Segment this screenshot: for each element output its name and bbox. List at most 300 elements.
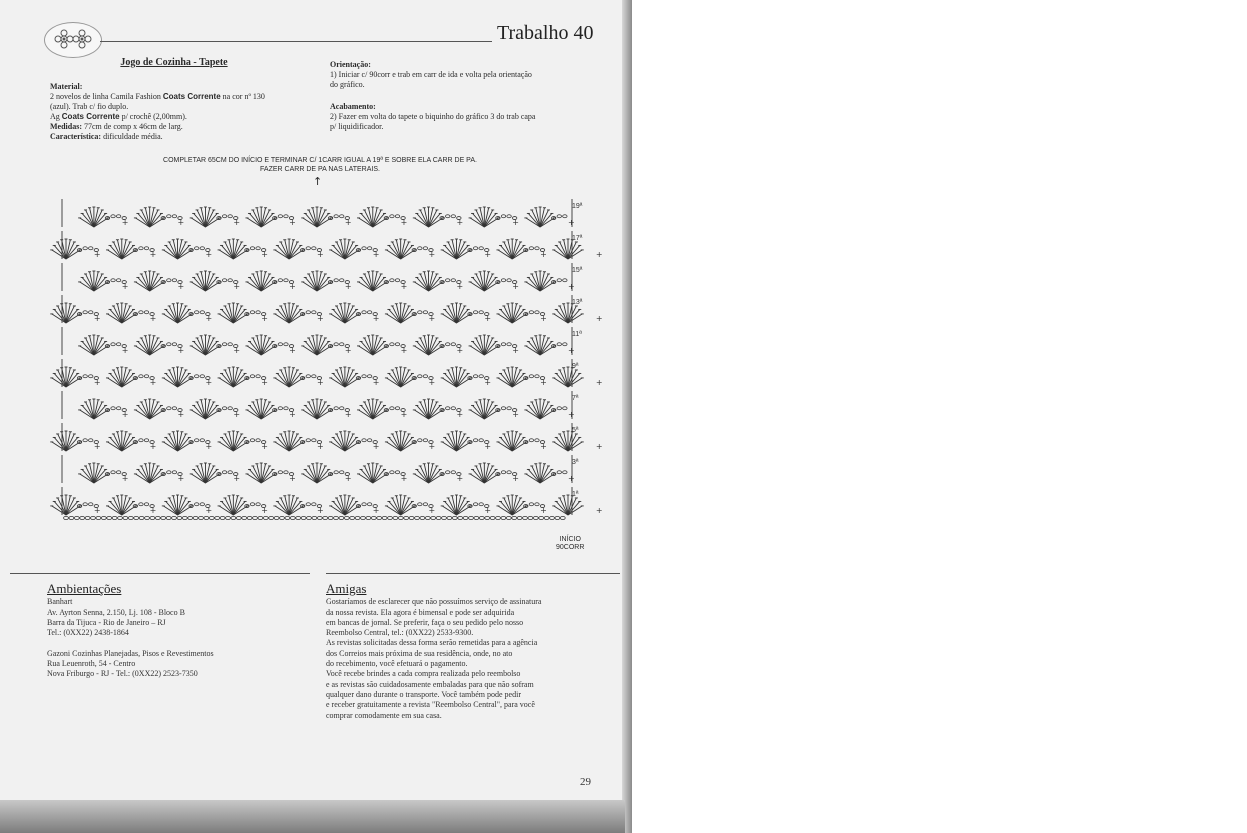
fan-motif (357, 335, 407, 355)
chain-stitch (74, 516, 79, 519)
chain-stitch (395, 343, 399, 346)
chain-stitch (479, 516, 484, 519)
chain-stitch (89, 439, 93, 442)
caracteristica-line: Característica: dificuldade média. (50, 132, 163, 141)
chain-stitch (167, 407, 171, 410)
amigas-line: As revistas solicitadas dessa forma serão remetidas para a agência (326, 638, 538, 648)
row-label: 1ª (572, 491, 579, 498)
chain-stitch (250, 439, 254, 442)
fan-motif (301, 335, 351, 355)
chain-stitch (145, 516, 150, 519)
row-label: 19ª (572, 203, 583, 210)
chain-stitch (446, 407, 450, 410)
single-crochet-symbol: + (177, 474, 185, 483)
chart-note-1: COMPLETAR 65CM DO INÍCIO E TERMINAR C/ 1CARR IGUAL A 19ª E SOBRE ELA CARR DE PA. (163, 157, 477, 164)
single-crochet-symbol: + (484, 250, 492, 259)
amigas-line: dos Correios mais próxima de sua residência, onde, no ato (326, 648, 513, 658)
fan-motif (50, 495, 100, 515)
fan-motif (524, 463, 574, 483)
medidas-line: Medidas: 77cm de comp x 46cm de larg. (50, 122, 183, 131)
fan-motif (413, 207, 463, 227)
chain-stitch (107, 516, 112, 519)
fan-motif (301, 399, 351, 419)
chain-stitch (512, 516, 517, 519)
chain-stitch (415, 516, 420, 519)
chain-stitch (362, 503, 366, 506)
chain-stitch (366, 516, 371, 519)
chain-stitch (507, 471, 511, 474)
brand-name: Coats Corrente (162, 92, 221, 101)
chain-stitch (339, 516, 344, 519)
chain-stitch (193, 516, 198, 519)
chain-stitch (256, 311, 260, 314)
fan-motif (218, 303, 268, 323)
chain-stitch (409, 516, 414, 519)
start-label: INÍCIO 90CORR (556, 536, 585, 551)
chain-stitch (473, 247, 477, 250)
amigas-line: Reembolso Central, tel.: (0XX22) 2533-9300. (326, 628, 474, 638)
fan-motif (552, 303, 602, 323)
row-label: 17ª (572, 235, 583, 242)
fan-motif (357, 463, 407, 483)
chain-stitch (85, 516, 90, 519)
single-crochet-symbol: + (121, 282, 129, 291)
finishing-line-1: 2) Fazer em volta do tapete o biquinho do gráfico 3 do trab capa (330, 112, 536, 121)
fan-motif (162, 303, 212, 323)
single-crochet-symbol: + (540, 314, 547, 323)
chain-stitch (209, 516, 214, 519)
single-crochet-symbol: + (261, 250, 268, 259)
chain-stitch (312, 311, 316, 314)
single-crochet-symbol: + (456, 218, 464, 227)
chain-stitch (390, 471, 394, 474)
chain-stitch (290, 516, 295, 519)
chain-stitch (222, 343, 226, 346)
chain-stitch (222, 471, 226, 474)
fan-motif (385, 495, 435, 515)
chain-stitch (371, 516, 376, 519)
fan-motif (218, 431, 268, 451)
fan-motif (162, 431, 212, 451)
chain-stitch (200, 439, 204, 442)
chain-stitch (529, 375, 533, 378)
fan-motif (134, 463, 184, 483)
chain-stitch (507, 279, 511, 282)
chain-stitch (367, 503, 371, 506)
single-crochet-symbol: + (233, 218, 241, 227)
single-crochet-symbol: + (400, 282, 408, 291)
fan-motif (329, 431, 379, 451)
amigas-line: em bancas de jornal. Se preferir, faça o seu pedido pelo nosso (326, 617, 524, 627)
row-label: 9ª (572, 363, 579, 370)
single-crochet-symbol: + (372, 314, 380, 323)
chain-stitch (390, 407, 394, 410)
fan-motif (441, 431, 491, 451)
ambientacoes-line: Nova Friburgo - RJ - Tel.: (0XX22) 2523-7350 (47, 669, 198, 679)
chain-stitch (446, 343, 450, 346)
single-crochet-symbol: + (456, 346, 464, 355)
chain-stitch (469, 516, 474, 519)
chain-stitch (195, 311, 199, 314)
single-crochet-symbol: + (149, 314, 157, 323)
single-crochet-symbol: + (400, 346, 408, 355)
single-crochet-symbol: + (568, 218, 575, 227)
fan-motif (496, 303, 546, 323)
chain-stitch (451, 471, 455, 474)
single-crochet-symbol: + (400, 474, 408, 483)
chain-stitch (301, 516, 306, 519)
fan-motif (106, 303, 156, 323)
single-crochet-symbol: + (512, 474, 519, 483)
chain-stitch (355, 516, 360, 519)
fan-motif (469, 335, 519, 355)
ambientacoes-line: Av. Ayrton Senna, 2.150, Lj. 108 - Bloco B (47, 607, 185, 617)
chain-stitch (361, 516, 366, 519)
single-crochet-symbol: + (177, 218, 185, 227)
chain-stitch (172, 279, 176, 282)
chain-stitch (69, 516, 74, 519)
chain-stitch (395, 407, 399, 410)
chain-stitch (418, 247, 422, 250)
chain-stitch (367, 375, 371, 378)
chain-stitch (563, 343, 567, 346)
fan-motif (329, 495, 379, 515)
chain-stitch (195, 503, 199, 506)
chain-stitch (390, 343, 394, 346)
chain-stitch (111, 407, 115, 410)
fan-motif (245, 463, 295, 483)
chain-stitch (557, 279, 561, 282)
chain-stitch (182, 516, 187, 519)
chain-stitch (501, 407, 505, 410)
chain-stitch (479, 247, 483, 250)
chain-stitch (523, 516, 528, 519)
fan-motif (218, 367, 268, 387)
chain-stitch (544, 516, 549, 519)
chain-stitch (150, 516, 155, 519)
single-crochet-symbol: + (205, 314, 213, 323)
fan-motif (190, 207, 240, 227)
single-crochet-symbol: + (372, 250, 380, 259)
fan-motif (78, 271, 128, 291)
single-crochet-symbol: + (149, 250, 157, 259)
chain-stitch (539, 516, 544, 519)
chain-stitch (447, 516, 452, 519)
chain-stitch (250, 503, 254, 506)
ambientacoes-line: Tel.: (0XX22) 2438-1864 (47, 628, 129, 638)
chain-stitch (204, 516, 209, 519)
chain-stitch (83, 503, 87, 506)
chain-stitch (89, 375, 93, 378)
chain-stitch (517, 516, 522, 519)
chain-stitch (423, 439, 427, 442)
single-crochet-symbol: + (568, 410, 575, 419)
fan-motif (134, 399, 184, 419)
chain-stitch (228, 343, 232, 346)
single-crochet-symbol: + (233, 282, 241, 291)
chain-stitch (496, 516, 501, 519)
single-crochet-symbol: + (177, 346, 185, 355)
chain-stitch (215, 516, 220, 519)
chain-stitch (563, 471, 567, 474)
chain-stitch (557, 215, 561, 218)
finishing-label: Acabamento: (330, 102, 376, 111)
fan-motif (413, 335, 463, 355)
chain-stitch (139, 516, 144, 519)
single-crochet-symbol: + (484, 378, 492, 387)
chain-stitch (250, 311, 254, 314)
chain-stitch (83, 311, 87, 314)
fan-motif (162, 367, 212, 387)
single-crochet-symbol: + (568, 282, 575, 291)
chain-stitch (199, 516, 204, 519)
fan-motif (218, 495, 268, 515)
chain-stitch (101, 516, 106, 519)
materials-column (50, 58, 318, 142)
chain-stitch (535, 311, 539, 314)
single-crochet-symbol: + (512, 218, 519, 227)
single-crochet-symbol: + (121, 218, 129, 227)
chain-stitch (550, 516, 555, 519)
chain-stitch (334, 343, 338, 346)
chain-stitch (306, 503, 310, 506)
chain-stitch (533, 516, 538, 519)
chain-stitch (557, 343, 561, 346)
chain-stitch (362, 439, 366, 442)
chain-stitch (473, 375, 477, 378)
chain-stitch (501, 516, 506, 519)
chain-stitch (458, 516, 463, 519)
chain-stitch (231, 516, 236, 519)
chain-stitch (89, 503, 93, 506)
fan-motif (273, 367, 323, 387)
chain-stitch (451, 343, 455, 346)
fan-motif (552, 495, 602, 515)
chain-stitch (306, 375, 310, 378)
chain-stitch (507, 343, 511, 346)
chain-stitch (473, 503, 477, 506)
chain-stitch (350, 516, 355, 519)
finishing-line-2: p/ liquidificador. (330, 122, 384, 131)
chain-stitch (83, 439, 87, 442)
single-crochet-symbol: + (428, 442, 436, 451)
single-crochet-symbol: + (149, 442, 157, 451)
chain-stitch (442, 516, 447, 519)
chain-stitch (83, 247, 87, 250)
chain-stitch (123, 516, 128, 519)
ambientacoes-line: Rua Leuenroth, 54 - Centro (47, 659, 136, 669)
fan-motif (134, 271, 184, 291)
chain-stitch (563, 279, 567, 282)
chain-stitch (139, 311, 143, 314)
fan-motif (496, 431, 546, 451)
fan-motif (441, 495, 491, 515)
single-crochet-symbol: + (317, 442, 324, 451)
single-crochet-symbol: + (317, 506, 324, 515)
chain-stitch (436, 516, 441, 519)
chain-stitch (501, 471, 505, 474)
chain-stitch (144, 311, 148, 314)
chain-stitch (200, 247, 204, 250)
chain-stitch (418, 439, 422, 442)
chain-stitch (367, 311, 371, 314)
chain-stitch (404, 516, 409, 519)
chain-stitch (340, 215, 344, 218)
single-crochet-symbol: + (93, 378, 101, 387)
chain-stitch (228, 407, 232, 410)
fan-motif (106, 495, 156, 515)
chain-stitch (167, 215, 171, 218)
single-crochet-symbol: + (205, 442, 213, 451)
chain-stitch (367, 247, 371, 250)
single-crochet-symbol: + (456, 410, 464, 419)
chain-stitch (139, 375, 143, 378)
chain-stitch (177, 516, 182, 519)
chain-stitch (139, 247, 143, 250)
single-crochet-symbol: + (149, 506, 157, 515)
chain-stitch (118, 516, 123, 519)
single-crochet-symbol: + (428, 506, 436, 515)
chain-stitch (128, 516, 133, 519)
amigas-line: Gostaríamos de esclarecer que não possuímos serviço de assinatura (326, 597, 542, 607)
ambientacoes-line: Gazoni Cozinhas Planejadas, Pisos e Revestimentos (47, 648, 214, 658)
chain-stitch (188, 516, 193, 519)
fan-motif (245, 207, 295, 227)
chain-stitch (451, 279, 455, 282)
fan-motif (385, 239, 435, 259)
chain-stitch (242, 516, 247, 519)
chain-stitch (529, 247, 533, 250)
fan-motif (441, 239, 491, 259)
chain-stitch (307, 516, 312, 519)
chain-stitch (116, 279, 120, 282)
fan-motif (524, 207, 574, 227)
chain-stitch (334, 279, 338, 282)
chain-stitch (139, 503, 143, 506)
chain-stitch (420, 516, 425, 519)
amigas-line: e as revistas são cuidadosamente embaladas para que não sofram (326, 679, 534, 689)
page-shadow (622, 0, 632, 833)
chain-stitch (501, 215, 505, 218)
single-crochet-symbol: + (177, 282, 185, 291)
fan-motif (78, 463, 128, 483)
ambientacoes-title: Ambientações (47, 581, 122, 596)
fan-motif (162, 495, 212, 515)
fan-motif (469, 399, 519, 419)
amigas-line: qualquer dano durante o transporte. Você também pode pedir (326, 689, 521, 699)
chain-stitch (367, 439, 371, 442)
chain-stitch (222, 407, 226, 410)
chain-stitch (111, 343, 115, 346)
single-crochet-symbol: + (233, 474, 241, 483)
chain-stitch (144, 247, 148, 250)
chain-stitch (220, 516, 225, 519)
single-crochet-symbol: + (261, 442, 268, 451)
single-crochet-symbol: + (484, 314, 492, 323)
chain-stitch (418, 503, 422, 506)
chain-stitch (195, 439, 199, 442)
fan-motif (357, 399, 407, 419)
material-label: Material: (50, 82, 83, 91)
fan-motif (50, 303, 100, 323)
chain-stitch (258, 516, 263, 519)
chain-stitch (423, 311, 427, 314)
row-label: 3ª (572, 459, 579, 466)
flower-logo (44, 22, 102, 58)
chain-stitch (200, 503, 204, 506)
single-crochet-symbol: + (317, 314, 324, 323)
chain-stitch (284, 215, 288, 218)
chain-stitch (167, 279, 171, 282)
chain-stitch (557, 407, 561, 410)
chain-stitch (144, 439, 148, 442)
chain-stitch (390, 279, 394, 282)
single-crochet-symbol: + (372, 442, 380, 451)
chain-stitch (398, 516, 403, 519)
single-crochet-symbol: + (428, 250, 436, 259)
chain-stitch (506, 516, 511, 519)
chain-stitch (535, 247, 539, 250)
chain-stitch (83, 375, 87, 378)
fan-motif (413, 463, 463, 483)
single-crochet-symbol: + (317, 378, 324, 387)
single-crochet-symbol: + (540, 250, 547, 259)
fan-motif (190, 335, 240, 355)
section-rule-left (10, 573, 310, 574)
chain-stitch (490, 516, 495, 519)
fan-motif (190, 271, 240, 291)
row-label: 5ª (572, 427, 579, 434)
amigas-line: do recebimento, você efetuará o pagamento. (326, 659, 468, 669)
brand-name: Coats Corrente (61, 112, 120, 121)
chain-stitch (247, 516, 252, 519)
chain-stitch (167, 343, 171, 346)
chain-stitch (112, 516, 117, 519)
chain-stitch (280, 516, 285, 519)
chain-stitch (222, 279, 226, 282)
chain-stitch (226, 516, 231, 519)
amigas-line: Você recebe brindes a cada compra realizada pelo reembolso (326, 669, 521, 679)
single-crochet-symbol: + (317, 250, 324, 259)
chain-stitch (312, 375, 316, 378)
chain-stitch (111, 279, 115, 282)
row-label: 7ª (572, 395, 579, 402)
fan-motif (385, 367, 435, 387)
chain-stitch (195, 375, 199, 378)
chain-stitch (228, 215, 232, 218)
ambientacoes-line: Banhart (47, 597, 73, 607)
single-crochet-symbol: + (595, 378, 603, 387)
single-crochet-symbol: + (93, 250, 101, 259)
single-crochet-symbol: + (261, 314, 268, 323)
chain-stitch (139, 439, 143, 442)
chain-stitch (479, 311, 483, 314)
chain-stitch (563, 215, 567, 218)
ambientacoes-line (47, 638, 317, 648)
fan-motif (496, 367, 546, 387)
single-crochet-symbol: + (428, 314, 436, 323)
chain-stitch (306, 311, 310, 314)
chain-stitch (529, 311, 533, 314)
single-crochet-symbol: + (428, 378, 436, 387)
orientation-line-1: 1) Iniciar c/ 90corr e trab em carr de ida e volta pela orientação (330, 70, 532, 79)
chain-stitch (144, 503, 148, 506)
chain-stitch (166, 516, 171, 519)
chain-stitch (479, 503, 483, 506)
chart-note-2: FAZER CARR DE PA NAS LATERAIS. (260, 166, 380, 173)
chain-stitch (256, 247, 260, 250)
chain-stitch (274, 516, 279, 519)
